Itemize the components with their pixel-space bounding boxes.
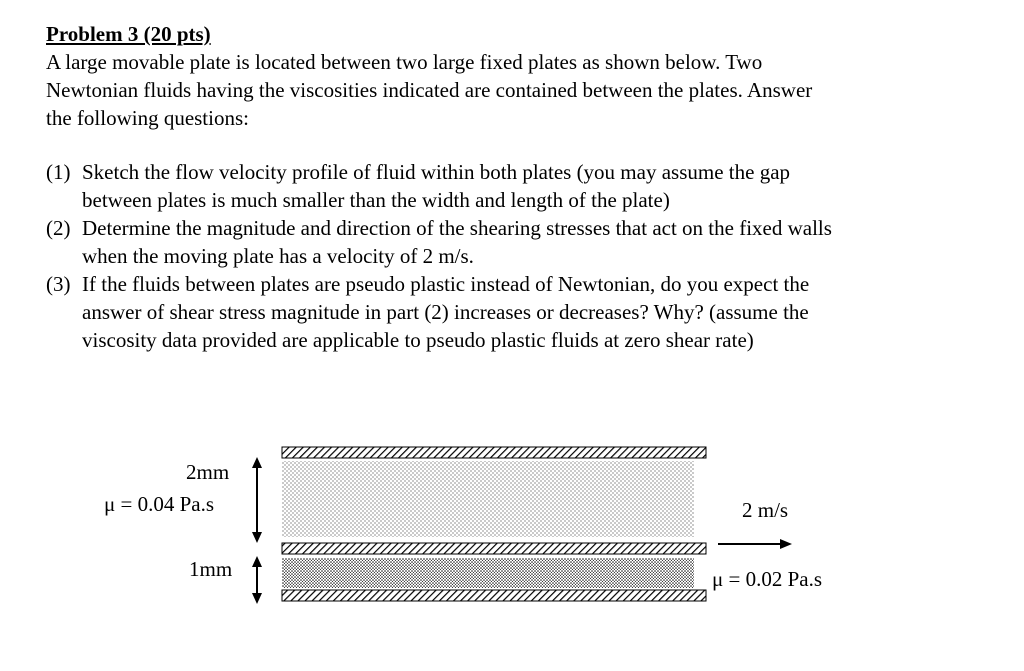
top-gap-label: 2mm (186, 460, 230, 484)
bottom-fixed-plate (282, 590, 706, 601)
bottom-gap-dimension-arrow (252, 556, 262, 604)
velocity-label: 2 m/s (742, 498, 789, 522)
intro-line: the following questions: (46, 106, 249, 130)
top-fixed-plate (282, 447, 706, 458)
question-number: (3) (46, 272, 71, 296)
bottom-gap-label: 1mm (189, 557, 233, 581)
question-line: when the moving plate has a velocity of 2 m/s. (82, 244, 474, 268)
top-viscosity-label: μ = 0.04 Pa.s (104, 492, 215, 516)
question-line: viscosity data provided are applicable to pseudo plastic fluids at zero shear rate) (82, 328, 754, 352)
intro-line: A large movable plate is located between two large fixed plates as shown below. Two (46, 50, 763, 74)
velocity-arrow (718, 539, 792, 549)
top-gap-dimension-arrow (252, 457, 262, 543)
question-line: If the fluids between plates are pseudo plastic instead of Newtonian, do you expect the (82, 272, 810, 296)
question-line: answer of shear stress magnitude in part (2) increases or decreases? Why? (assume the (82, 300, 809, 324)
question-line: Sketch the flow velocity profile of fluid within both plates (you may assume the gap (82, 160, 791, 184)
question-number: (1) (46, 160, 71, 184)
moving-plate (282, 543, 706, 554)
lower-fluid-layer (282, 558, 694, 588)
question-line: Determine the magnitude and direction of the shearing stresses that act on the fixed walls (82, 216, 832, 240)
question-number: (2) (46, 216, 71, 240)
intro-line: Newtonian fluids having the viscosities indicated are contained between the plates. Answer (46, 78, 813, 102)
question-line: between plates is much smaller than the width and length of the plate) (82, 188, 670, 212)
bottom-viscosity-label: μ = 0.02 Pa.s (712, 567, 823, 591)
upper-fluid-layer (282, 461, 694, 537)
problem-title: Problem 3 (20 pts) (46, 22, 211, 46)
